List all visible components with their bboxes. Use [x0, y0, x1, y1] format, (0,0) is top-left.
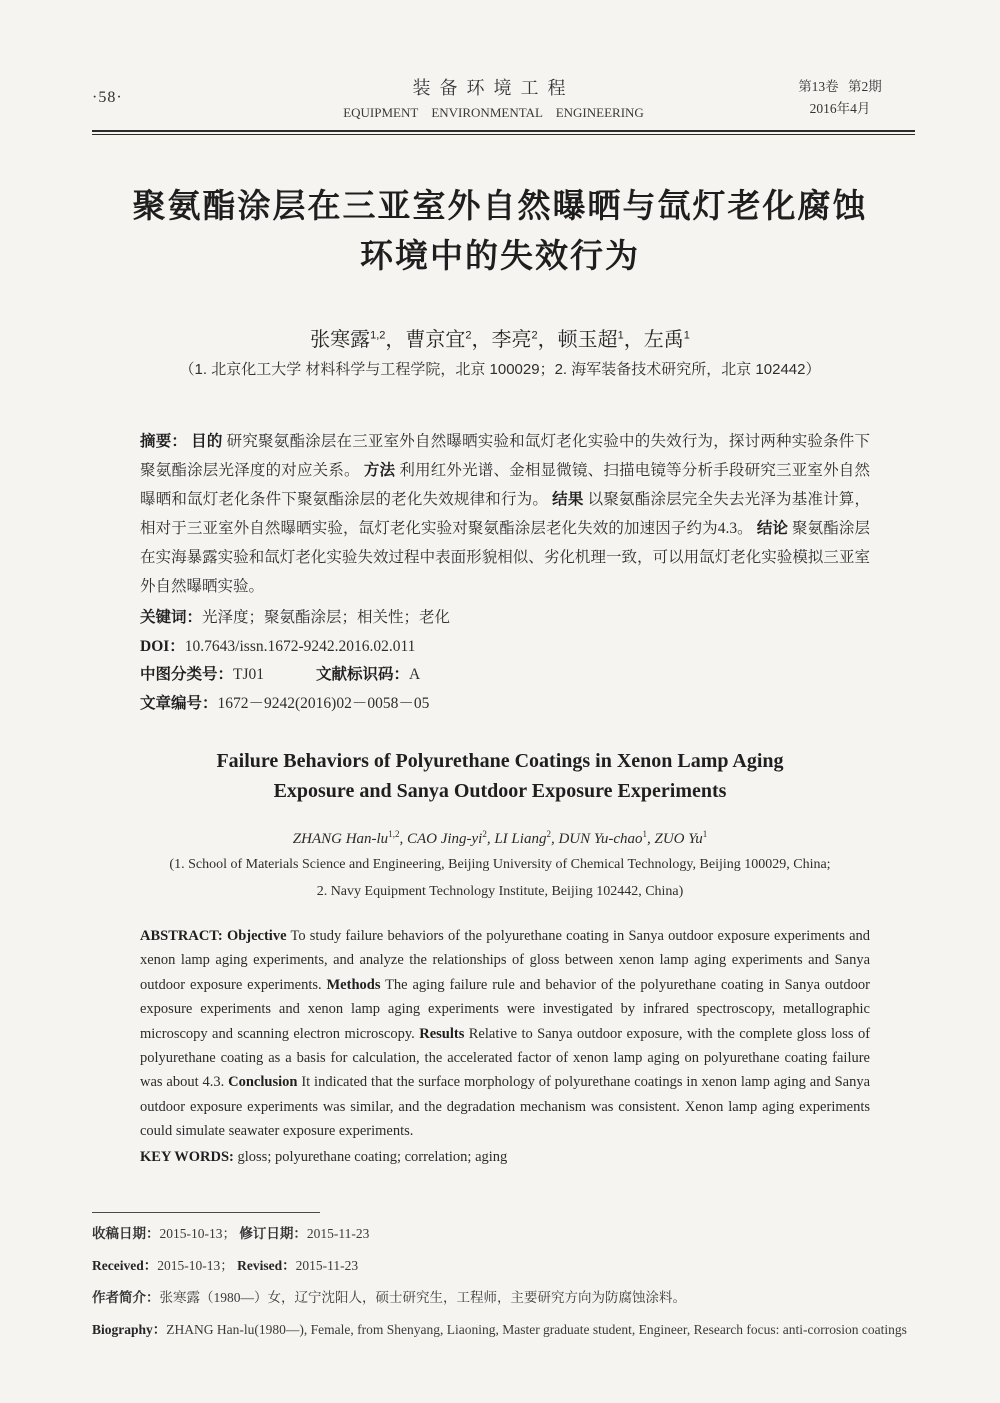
author-superscript-en: 2	[546, 829, 551, 839]
abstract-label-cn: 摘要：	[140, 433, 188, 450]
conclusion-text-cn: 聚氨酯涂层在实海暴露实验和氙灯老化实验失效过程中表面形貌相似、劣化机理一致，可以用氙灯老化实验模拟三亚室外自然曝晒实验。	[140, 520, 871, 595]
received-label-cn: 收稿日期：	[92, 1226, 160, 1241]
author-superscript: 1,2	[370, 329, 386, 342]
biography-line-cn	[92, 1286, 918, 1309]
author-name: 曹京宜	[405, 329, 466, 351]
doi-label: DOI：	[140, 637, 185, 655]
abstract-label-en: ABSTRACT:	[140, 928, 223, 944]
author-name-en: ZHANG Han-lu	[292, 831, 389, 847]
author-name: 左禹	[643, 329, 684, 351]
article-number-label: 文章编号：	[140, 694, 218, 712]
page-number: ·58·	[92, 88, 123, 106]
methods-text-cn: 利用红外光谱、金相显微镜、扫描电镜等分析手段研究三亚室外自然曝晒和氙灯老化条件下聚氨酯涂层的老化失效规律和行为。	[140, 462, 870, 508]
keywords-label-cn: 关键词：	[140, 609, 203, 626]
keywords-label-en: KEY WORDS:	[140, 1148, 234, 1165]
article-title-en-line2: Exposure and Sanya Outdoor Exposure Experiments	[273, 780, 727, 802]
conclusion-label-en: Conclusion	[228, 1074, 298, 1091]
article-title-en-line1: Failure Behaviors of Polyurethane Coatings in Xenon Lamp Aging	[216, 750, 784, 772]
issue-info	[765, 76, 915, 120]
journal-masthead	[222, 74, 765, 121]
received-line-en	[92, 1254, 918, 1277]
author-name: 顿玉超	[557, 329, 618, 351]
methods-label-cn: 方法	[363, 462, 396, 479]
author-name-en: CAO Jing-yi	[406, 831, 483, 847]
affiliation-en-line1: (1. School of Materials Science and Engineering, Beijing University of Chemical Technology, Beijing 100029, China;	[169, 857, 831, 872]
publish-date: 2016年4月	[809, 100, 871, 116]
objective-text-cn: 研究聚氨酯涂层在三亚室外自然曝晒实验和氙灯老化实验中的失效行为，探讨两种实验条件下聚氨酯涂层光泽度的对应关系。	[140, 433, 870, 479]
abstract-en	[140, 924, 870, 1144]
journal-title-cn: 装备环境工程	[412, 78, 575, 98]
revised-label-en: Revised：	[237, 1258, 296, 1273]
author-superscript: 2	[465, 329, 472, 342]
revised-value-cn: 2015-11-23	[306, 1226, 370, 1241]
author-separator-en: ,	[486, 831, 495, 847]
results-text-cn: 以聚氨酯涂层完全失去光泽为基准计算，相对于三亚室外自然曝晒实验，氙灯老化实验对聚氨酯涂层老化失效的加速因子约为4.3。	[140, 491, 870, 537]
doi-value: 10.7643/issn.1672-9242.2016.02.011	[184, 637, 416, 655]
doi-line	[140, 633, 870, 662]
objective-text-en: To study failure behaviors of the polyurethane coating in Sanya outdoor exposure experiments and xenon lamp aging experiments, and analyze the relationships of gloss between xenon lamp aging experiments and Sanya outdoor exposure experiments.	[140, 928, 871, 993]
page-header	[0, 0, 1000, 121]
biography-text-en: ZHANG Han-lu(1980—), Female, from Shenyang, Liaoning, Master graduate student, Engineer, Research focus: anti-corrosion coatings	[166, 1322, 907, 1337]
biography-text-cn: 张寒露（1980—）女，辽宁沈阳人，硕士研究生，工程师，主要研究方向为防腐蚀涂料。	[159, 1290, 686, 1305]
author-separator: ，	[537, 329, 558, 351]
article-title-cn	[0, 181, 1000, 281]
clc-label: 中图分类号：	[140, 666, 234, 683]
author-name-en: DUN Yu-chao	[558, 831, 643, 847]
authors-en	[0, 829, 1000, 848]
keywords-en-line	[140, 1145, 870, 1169]
article-title-cn-line2: 环境中的失效行为	[360, 237, 640, 274]
clc-value: TJ01	[233, 666, 265, 683]
revised-label-cn: 修订日期：	[239, 1226, 307, 1241]
methods-text-en: The aging failure rule and behavior of the polyurethane coating in Sanya outdoor exposure experiments and xenon lamp aging experiments were investigated by infrared spectroscopy, metallographic microscopy and scanning electron microscopy.	[140, 976, 871, 1042]
received-line-cn	[92, 1222, 918, 1245]
methods-label-en: Methods	[326, 976, 381, 993]
footnote-divider	[92, 1212, 320, 1213]
received-value-cn: 2015-10-13；	[159, 1226, 236, 1241]
author-superscript: 1	[683, 329, 690, 342]
received-value-en: 2015-10-13；	[157, 1258, 234, 1273]
author-superscript-en: 1	[642, 829, 647, 839]
article-title-cn-line1: 聚氨酯涂层在三亚室外自然曝晒与氙灯老化腐蚀	[132, 187, 868, 224]
article-number-value: 1672－9242(2016)02－0058－05	[217, 694, 430, 712]
conclusion-label-cn: 结论	[756, 520, 789, 537]
author-separator-en: ,	[550, 831, 559, 847]
biography-label-en: Biography：	[92, 1322, 167, 1337]
received-label-en: Received：	[92, 1258, 158, 1273]
author-superscript: 1	[617, 329, 624, 342]
clc-line	[140, 661, 870, 690]
article-number-line	[140, 690, 870, 719]
author-name: 李亮	[491, 329, 532, 351]
authors-cn	[0, 323, 1000, 352]
author-superscript-en: 1	[702, 829, 708, 839]
author-superscript-en: 2	[482, 829, 487, 839]
affiliation-cn: （1. 北京化工大学 材料科学与工程学院，北京 100029；2. 海军装备技术研究所，北京 102442）	[179, 361, 821, 378]
conclusion-text-en: It indicated that the surface morphology of polyurethane coatings in xenon lamp aging and Sanya outdoor exposure experiments was similar, and the degradation mechanism was consistent. Xenon lamp aging experiments could simulate seawater exposure experiments.	[140, 1074, 871, 1140]
abstract-cn	[140, 427, 870, 601]
results-label-en: Results	[419, 1025, 465, 1042]
affiliation-en	[0, 852, 1000, 905]
document-code-label: 文献标识码：	[316, 666, 410, 683]
author-separator: ，	[471, 329, 492, 351]
author-separator-en: ,	[647, 831, 655, 847]
affiliation-en-line2: 2. Navy Equipment Technology Institute, Beijing 102442, China)	[316, 883, 684, 899]
author-superscript-en: 1,2	[388, 829, 400, 839]
keywords-cn-line	[140, 604, 870, 633]
keywords-text-en: gloss; polyurethane coating; correlation; aging	[237, 1148, 508, 1165]
author-separator-en: ,	[399, 831, 407, 847]
author-separator: ，	[623, 329, 644, 351]
document-code-value: A	[409, 666, 421, 683]
revised-value-en: 2015-11-23	[295, 1258, 359, 1273]
footnote-block	[92, 1212, 918, 1341]
author-name-en: ZUO Yu	[654, 831, 703, 847]
results-text-en: Relative to Sanya outdoor exposure, with the complete gloss loss of polyurethane coating as a basis for calculation, the accelerated factor of xenon lamp aging on polyurethane coating failure was about 4.3.	[140, 1025, 871, 1091]
article-title-en	[0, 746, 1000, 806]
biography-line-en	[92, 1318, 918, 1341]
biography-label-cn: 作者简介：	[92, 1290, 160, 1305]
header-divider	[92, 130, 915, 135]
author-name: 张寒露	[310, 329, 371, 351]
journal-title-en: EQUIPMENT ENVIRONMENTAL ENGINEERING	[343, 105, 644, 120]
objective-label-cn: 目的	[191, 433, 223, 450]
keywords-text-cn: 光泽度；聚氨酯涂层；相关性；老化	[202, 609, 451, 626]
author-name-en: LI Liang	[494, 831, 547, 847]
author-superscript: 2	[531, 329, 538, 342]
results-label-cn: 结果	[552, 491, 584, 508]
objective-label-en: Objective	[226, 928, 287, 944]
volume-issue: 第13卷 第2期	[798, 78, 882, 94]
author-separator: ，	[385, 329, 406, 351]
